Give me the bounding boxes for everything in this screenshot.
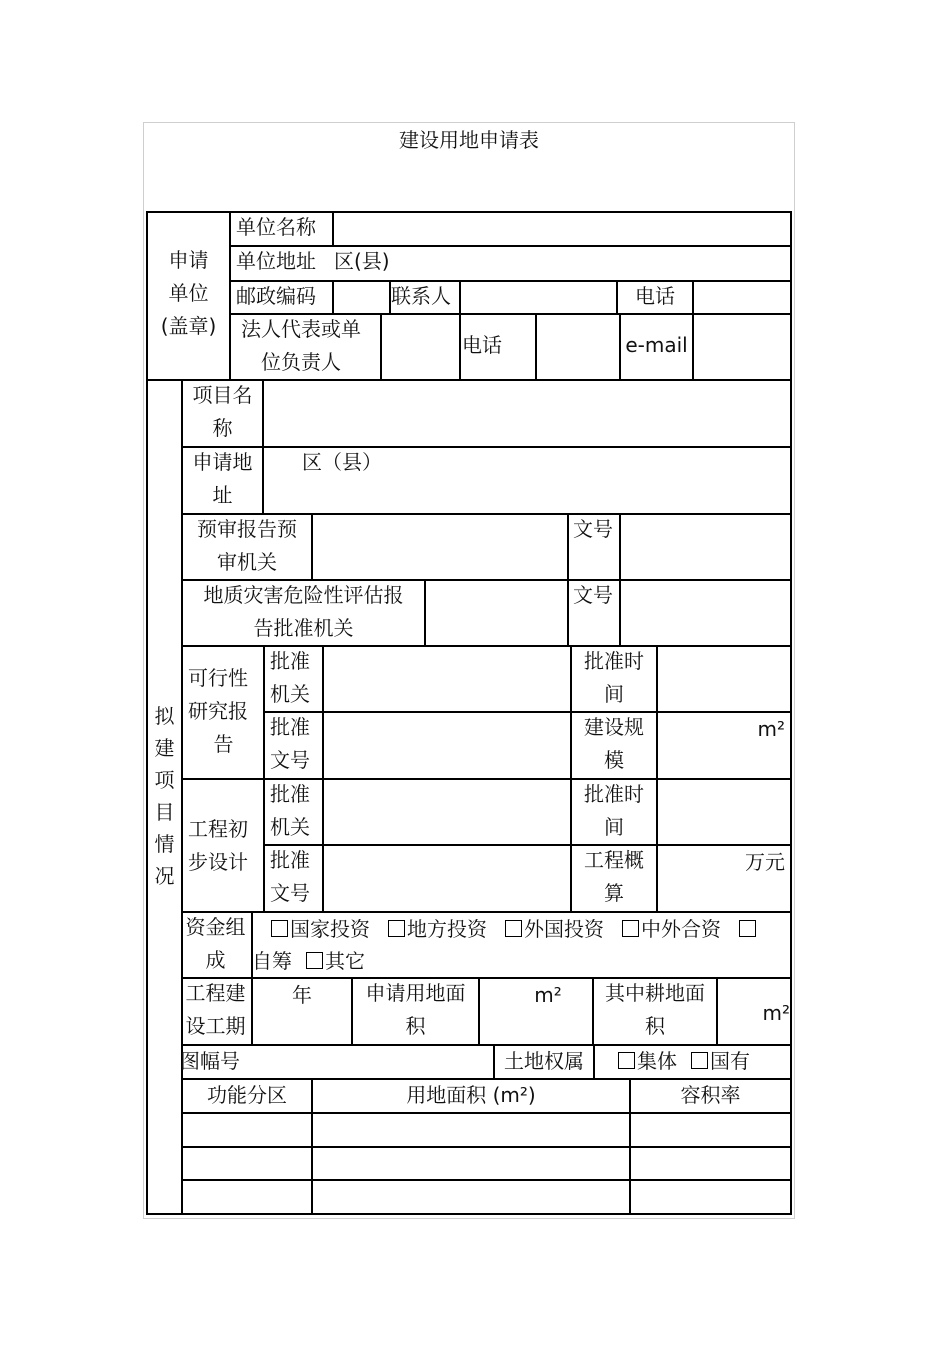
applicant-section-label: 申请 单位 (盖章) — [160, 248, 217, 338]
docno-label: 文号 — [573, 517, 613, 541]
phone-label: 电话 — [635, 284, 675, 308]
table-cell[interactable] — [313, 1181, 629, 1213]
prelim-design-label: 工程初 步设计 — [188, 817, 248, 874]
phone2-label: 电话 — [462, 333, 502, 357]
approval-org2-label: 批准 机关 — [270, 782, 310, 839]
form-title: 建设用地申请表 — [399, 128, 539, 152]
table-cell[interactable] — [183, 1181, 311, 1213]
prereview-org-field[interactable] — [314, 515, 566, 579]
postcode-field[interactable] — [335, 282, 388, 313]
zone-header-far: 容积率 — [680, 1083, 741, 1107]
phone2-field[interactable] — [538, 315, 618, 379]
approval-org2-field[interactable] — [325, 780, 569, 844]
funding-option-other[interactable]: 其它 — [306, 949, 365, 973]
table-cell[interactable] — [631, 1181, 790, 1213]
map-no-label: 图幅号 — [180, 1049, 240, 1073]
docno2-field[interactable] — [622, 581, 789, 645]
farmland-label: 其中耕地面 积 — [605, 981, 705, 1038]
period-unit: 年 — [292, 983, 312, 1007]
approval-no-field[interactable] — [325, 713, 569, 777]
feasibility-report-label: 可行性 研究报 告 — [188, 666, 248, 756]
scale-field[interactable] — [659, 713, 789, 777]
table-cell[interactable] — [631, 1114, 790, 1146]
approval-time2-field[interactable] — [659, 780, 789, 844]
project-name-label: 项目名 称 — [192, 383, 253, 440]
budget-field[interactable] — [659, 846, 789, 910]
ownership-options — [618, 1045, 790, 1078]
scale-label: 建设规 模 — [584, 715, 644, 772]
project-name-field[interactable] — [265, 381, 789, 445]
zone-header-area: 用地面积 (m²) — [406, 1083, 536, 1107]
area-label: 申请用地面 积 — [365, 981, 466, 1038]
zone-header-function: 功能分区 — [207, 1083, 287, 1107]
table-cell[interactable] — [183, 1148, 311, 1179]
checkbox-icon[interactable] — [306, 952, 323, 969]
checkbox-icon[interactable] — [618, 1052, 635, 1069]
unit-name-label: 单位名称 — [236, 215, 316, 239]
checkbox-icon[interactable] — [388, 920, 405, 937]
geohazard-org-label: 地质灾害危险性评估报 告批准机关 — [203, 583, 404, 640]
checkbox-icon[interactable] — [739, 920, 756, 937]
phone-field[interactable] — [694, 282, 789, 313]
funding-option-self[interactable]: 自筹 — [252, 949, 292, 973]
ownership-option-collective[interactable]: 集体 — [618, 1049, 677, 1073]
period-field[interactable] — [253, 979, 351, 1012]
funding-option-jointventure[interactable]: 中外合资 — [622, 917, 721, 941]
approval-org-label: 批准 机关 — [270, 649, 310, 706]
area-unit: m² — [534, 983, 562, 1007]
table-cell[interactable] — [313, 1148, 629, 1179]
ownership-option-state[interactable]: 国有 — [691, 1049, 750, 1073]
docno2-label: 文号 — [573, 583, 613, 607]
funding-option-local[interactable]: 地方投资 — [388, 917, 487, 941]
approval-time-label: 批准时 间 — [584, 649, 644, 706]
project-address-field[interactable]: 区（县） — [302, 450, 382, 474]
checkbox-icon[interactable] — [691, 1052, 708, 1069]
legal-rep-label: 法人代表或单 位负责人 — [241, 317, 361, 374]
prereview-org-label: 预审报告预 审机关 — [197, 517, 297, 574]
budget-label: 工程概 算 — [584, 848, 644, 905]
checkbox-icon[interactable] — [271, 920, 288, 937]
project-address-label: 申请地 址 — [192, 450, 253, 507]
email-field[interactable] — [694, 315, 789, 379]
approval-time-field[interactable] — [659, 647, 789, 711]
project-section-label: 拟 建 项 目 情 况 — [154, 704, 175, 888]
unit-name-field[interactable] — [335, 213, 789, 245]
approval-no2-field[interactable] — [325, 846, 569, 910]
map-no-field[interactable] — [253, 1046, 492, 1078]
legal-rep-field[interactable] — [383, 315, 458, 379]
budget-unit: 万元 — [745, 850, 785, 874]
approval-no-label: 批准 文号 — [270, 715, 310, 772]
email-label: e-mail — [625, 333, 688, 357]
funding-option-foreign[interactable]: 外国投资 — [505, 917, 604, 941]
ownership-label: 土地权属 — [504, 1049, 584, 1073]
table-cell[interactable] — [183, 1114, 311, 1146]
funding-option-national[interactable]: 国家投资 — [271, 917, 370, 941]
table-cell[interactable] — [313, 1114, 629, 1146]
funding-label: 资金组 成 — [185, 915, 246, 972]
area-field[interactable] — [480, 979, 592, 1012]
contact-label: 联系人 — [391, 284, 451, 308]
postcode-label: 邮政编码 — [236, 284, 316, 308]
period-label: 工程建 设工期 — [185, 981, 246, 1038]
contact-field[interactable] — [462, 282, 615, 313]
checkbox-icon[interactable] — [505, 920, 522, 937]
checkbox-icon[interactable] — [622, 920, 639, 937]
approval-no2-label: 批准 文号 — [270, 848, 310, 905]
table-cell[interactable] — [631, 1148, 790, 1179]
farmland-field[interactable] — [718, 997, 790, 1030]
farmland-unit: m² — [762, 1001, 790, 1025]
unit-address-field[interactable]: 区(县) — [334, 249, 390, 273]
funding-options-line2 — [252, 945, 790, 978]
scale-unit: m² — [757, 717, 785, 741]
approval-org-field[interactable] — [325, 647, 569, 711]
unit-address-label: 单位地址 — [236, 249, 316, 273]
docno-field[interactable] — [622, 515, 789, 579]
approval-time2-label: 批准时 间 — [584, 782, 644, 839]
geohazard-org-field[interactable] — [427, 581, 566, 645]
